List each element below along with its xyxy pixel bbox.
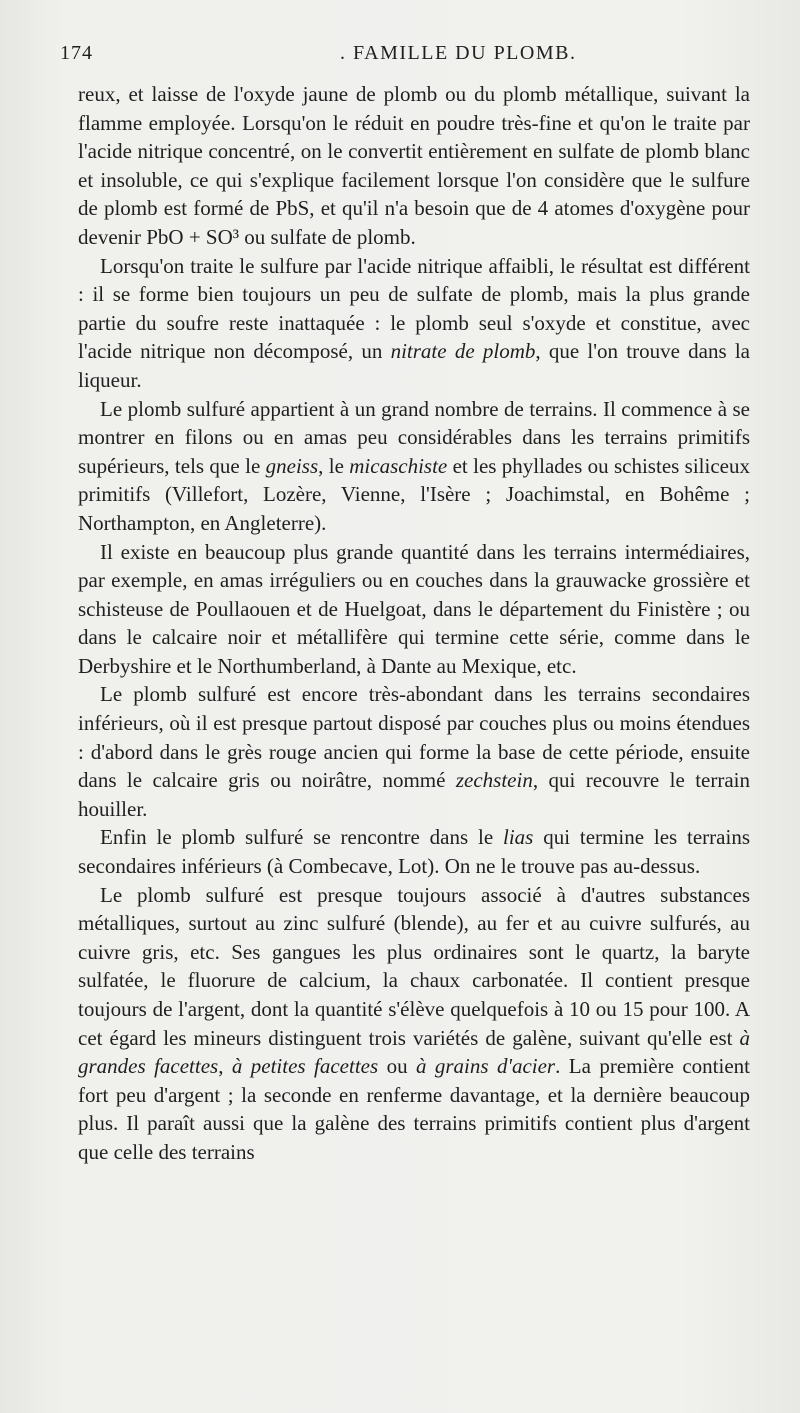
text-run: , que l'on trouve dans la liqueur.	[78, 339, 750, 392]
paragraph	[78, 395, 750, 538]
italic-term: micaschiste	[349, 453, 448, 478]
paragraph	[78, 680, 750, 823]
italic-term: gneiss	[265, 453, 319, 478]
paragraph	[78, 881, 750, 1167]
italic-term: à grandes facettes	[78, 1025, 750, 1079]
text-run: Le plomb sulfuré est encore très-abondant dans les terrains secondaires inférieurs, où il est presque partout disposé par couches plus ou moins étendues : d'abord dans le grès rouge ancien qui forme la base de cette période, ensuite dans le calcaire gris ou noirâtre, nommé	[78, 682, 750, 793]
text-run: reux, et laisse de l'oxyde jaune de plomb ou du plomb métallique, suivant la flamme employée. Lorsqu'on le réduit en poudre très-fine et qu'on le traite par l'acide nitrique concentré, on le convertit entièrement en sulfate de plomb blanc et insoluble, ce qui s'explique facilement lorsque l'on considère que le sulfure de plomb est formé de PbS, et qu'il n'a besoin que de 4 atomes d'oxygène pour devenir PbO + SO³ ou sulfate de plomb.	[78, 82, 750, 249]
text-run: Il existe en beaucoup plus grande quantité dans les terrains intermédiaires, par exemple, en amas irréguliers ou en couches dans la grauwacke grossière et schisteuse de Poullaouen et de Huelgoat, dans le département du Finistère ; ou dans le calcaire noir et métallifère qui termine cette série, comme dans le Derbyshire et le Northumberland, à Dante au Mexique, etc.	[78, 539, 750, 678]
paragraph	[78, 538, 750, 681]
text-run: Lorsqu'on traite le sulfure par l'acide nitrique affaibli, le résultat est différent : il se forme bien toujours un peu de sulfate de plomb, mais la plus grande partie du soufre reste inattaquée : le plomb seul s'oxyde et constitue, avec l'acide nitrique non décomposé, un	[78, 253, 750, 364]
text-run: , le	[318, 453, 350, 478]
paragraph	[78, 80, 750, 252]
text-run: Le plomb sulfuré appartient à un grand nombre de terrains. Il commence à se montrer en filons ou en amas peu considérables dans les terrains primitifs supérieurs, tels que le	[78, 396, 750, 478]
text-run: et les phyllades ou schistes siliceux primitifs (Villefort, Lozère, Vienne, l'Isère ; Joachimstal, en Bohême ; Northampton, en Angleterre).	[78, 453, 750, 535]
body-text	[78, 80, 750, 1167]
italic-term: à petites facettes	[231, 1054, 379, 1079]
paragraph	[78, 823, 750, 880]
text-run: Le plomb sulfuré est presque toujours associé à d'autres substances métalliques, surtout au zinc sulfuré (blende), au fer et au cuivre sulfurés, au cuivre gris, etc. Ses gangues les plus ordinaires sont le quartz, la baryte sulfatée, le fluorure de calcium, la chaux carbonatée. Il contient presque toujours de l'argent, dont la quantité s'élève quelquefois à 10 ou 15 pour 100. A cet égard les mineurs distinguent trois variétés de galène, suivant qu'elle est	[78, 882, 750, 1050]
text-run: Enfin le plomb sulfuré se rencontre dans le	[100, 825, 503, 850]
italic-term: à grains d'acier	[415, 1054, 556, 1079]
text-run: qui termine les terrains secondaires inférieurs (à Combecave, Lot). On ne le trouve pas au-dessus.	[78, 825, 750, 879]
italic-term: lias	[503, 825, 534, 850]
text-run: . La première contient fort peu d'argent ; la seconde en renferme davantage, et la dernière beaucoup plus. Il paraît aussi que la galène des terrains primitifs contient plus d'argent que celle des terrains	[78, 1054, 750, 1164]
paragraph	[78, 252, 750, 395]
text-run: ou	[378, 1054, 416, 1079]
page-number: 174	[60, 42, 93, 64]
italic-term: nitrate de plomb	[390, 339, 536, 364]
page-header	[60, 38, 740, 68]
italic-term: zechstein	[455, 768, 533, 793]
text-run: , qui recouvre le terrain houiller.	[78, 768, 750, 821]
running-head: . FAMILLE DU PLOMB.	[340, 42, 577, 64]
text-run: ,	[218, 1054, 232, 1079]
